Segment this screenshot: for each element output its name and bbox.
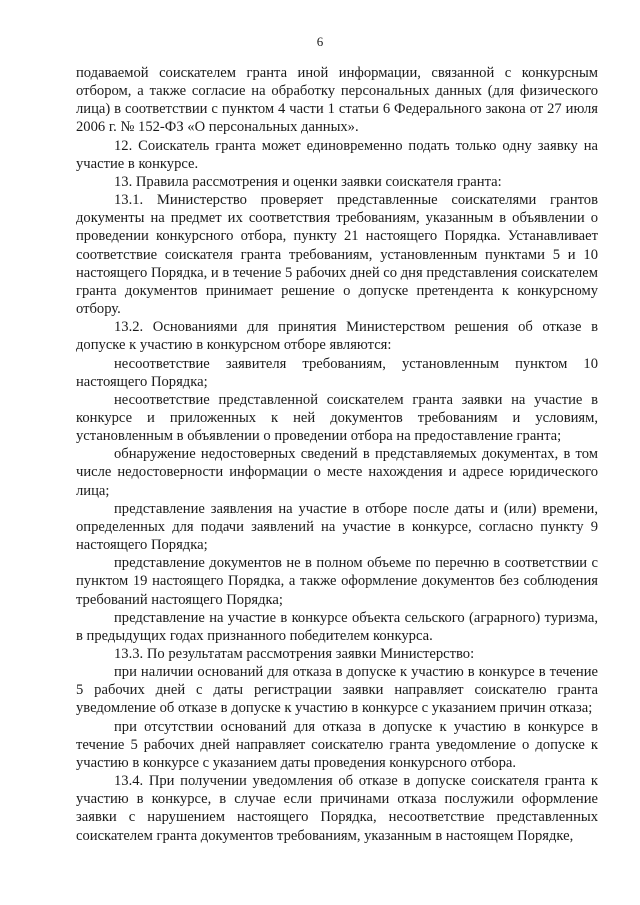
paragraph-item-12: 12. Соискатель гранта может единовременно подать только одну заявку на участие в конкурсе. (76, 137, 598, 172)
paragraph-item-13-3: 13.3. По результатам рассмотрения заявки Министерство: (114, 646, 475, 662)
paragraph-outcome: при отсутствии оснований для отказа в допуске к участию в конкурсе в течение 5 рабочих дней направляет соискателю гранта уведомление о допуске к участию в конкурсе с указанием даты проведения конкурсного отбора. (76, 718, 598, 771)
paragraph-item-13: 13. Правила рассмотрения и оценки заявки соискателя гранта: (114, 173, 502, 190)
paragraph-item-13-2: 13.2. Основаниями для принятия Министерством решения об отказе в допуске к участию в конкурсном отборе являются: (76, 319, 598, 354)
paragraph-reason: представление на участие в конкурсе объекта сельского (аграрного) туризма, в предыдущих годах признанного победителем конкурса. (76, 609, 598, 644)
page-number: 6 (316, 34, 324, 49)
paragraph-outcome: при наличии оснований для отказа в допуске к участию в конкурсе в течение 5 рабочих дней с даты регистрации заявки направляет соискателю гранта уведомление об отказе в допуске к участию в конкурсе с указанием причин отказа; (76, 664, 598, 717)
paragraph-reason: несоответствие представленной соискателем гранта заявки на участие в конкурсе и приложенных к ней документов требованиям и условиям, установленным в объявлении о проведении отбора на предоставление гранта; (76, 391, 598, 445)
document-body (76, 64, 598, 845)
paragraph-item-13-4: 13.4. При получении уведомления об отказе в допуске соискателя гранта к участию в конкурсе, в случае если причинами отказа послужили оформление заявки с нарушением настоящего Порядка, несоответствие представленных соискателем гранта документов требованиям, указанным в настоящем Порядке, (76, 773, 598, 844)
paragraph-reason: несоответствие заявителя требованиям, установленным пунктом 10 настоящего Порядка; (76, 355, 598, 390)
paragraph-reason: представление документов не в полном объеме по перечню в соответствии с пунктом 19 настоящего Порядка, а также оформление документов без соблюдения требований настоящего Порядка; (76, 555, 598, 608)
paragraph-reason: обнаружение недостоверных сведений в представляемых документах, в том числе недостоверности информации о месте нахождения и адресе юридического лица; (76, 446, 598, 499)
paragraph-continuation: подаваемой соискателем гранта иной информации, связанной с конкурсным отбором, а также согласие на обработку персональных данных (для физического лица) в соответствии с пунктом 4 части 1 статьи 6 Федерального закона от 27 июля 2006 г. № 152-ФЗ «О персональных данных». (76, 65, 598, 136)
paragraph-reason: представление заявления на участие в отборе после даты и (или) времени, определенных для подачи заявлений на участие в конкурсе, согласно пункту 9 настоящего Порядка; (76, 500, 598, 554)
paragraph-item-13-1: 13.1. Министерство проверяет представленные соискателями грантов документы на предмет их соответствия требованиям, указанным в объявлении о проведении конкурсного отбора, пункту 21 настоящего Порядка. Устанавливает соответствие соискателя гранта требованиям, установленным пунктами 5 и 10 настоящего Порядка, и в течение 5 рабочих дней со дня представления соискателем гранта документов принимает решение о допуске претендента к конкурсному отбору. (76, 192, 598, 318)
